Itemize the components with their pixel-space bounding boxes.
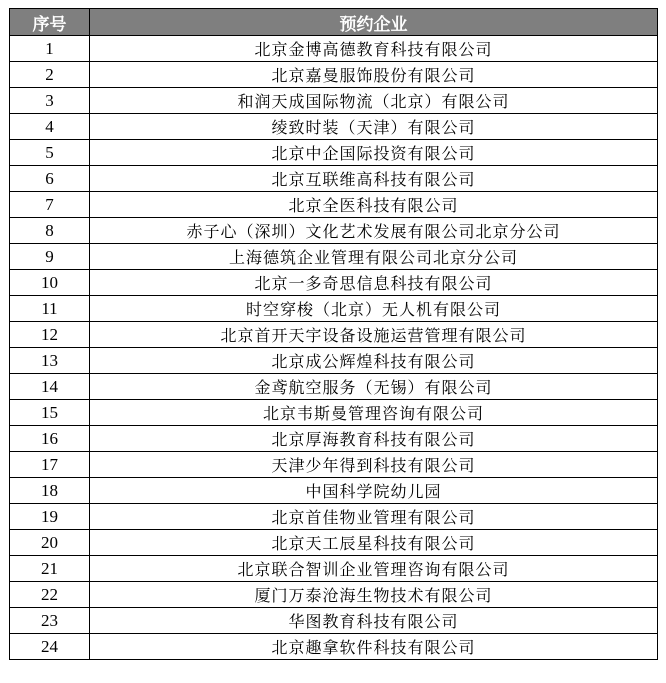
table-row bbox=[10, 62, 658, 88]
company-table-container bbox=[9, 8, 657, 660]
row-company-name: 赤子心（深圳）文化艺术发展有限公司北京分公司 bbox=[90, 218, 658, 244]
header-company: 预约企业 bbox=[90, 9, 658, 36]
table-row bbox=[10, 36, 658, 62]
table-row bbox=[10, 348, 658, 374]
row-serial-number: 10 bbox=[10, 270, 90, 296]
row-company-name: 北京厚海教育科技有限公司 bbox=[90, 426, 658, 452]
table-row bbox=[10, 452, 658, 478]
table-row bbox=[10, 88, 658, 114]
row-company-name: 上海德筑企业管理有限公司北京分公司 bbox=[90, 244, 658, 270]
row-company-name: 北京全医科技有限公司 bbox=[90, 192, 658, 218]
row-serial-number: 7 bbox=[10, 192, 90, 218]
table-row bbox=[10, 582, 658, 608]
row-serial-number: 3 bbox=[10, 88, 90, 114]
row-company-name: 和润天成国际物流（北京）有限公司 bbox=[90, 88, 658, 114]
row-company-name: 北京嘉曼服饰股份有限公司 bbox=[90, 62, 658, 88]
row-serial-number: 13 bbox=[10, 348, 90, 374]
row-company-name: 北京趣拿软件科技有限公司 bbox=[90, 634, 658, 660]
row-serial-number: 12 bbox=[10, 322, 90, 348]
row-serial-number: 16 bbox=[10, 426, 90, 452]
table-row bbox=[10, 634, 658, 660]
table-row bbox=[10, 322, 658, 348]
table-row bbox=[10, 270, 658, 296]
row-company-name: 金鸢航空服务（无锡）有限公司 bbox=[90, 374, 658, 400]
row-serial-number: 20 bbox=[10, 530, 90, 556]
row-company-name: 北京一多奇思信息科技有限公司 bbox=[90, 270, 658, 296]
table-row bbox=[10, 608, 658, 634]
row-serial-number: 1 bbox=[10, 36, 90, 62]
header-serial-number: 序号 bbox=[10, 9, 90, 36]
row-serial-number: 21 bbox=[10, 556, 90, 582]
table-body bbox=[10, 36, 658, 660]
row-company-name: 时空穿梭（北京）无人机有限公司 bbox=[90, 296, 658, 322]
row-serial-number: 24 bbox=[10, 634, 90, 660]
row-serial-number: 17 bbox=[10, 452, 90, 478]
table-row bbox=[10, 400, 658, 426]
row-serial-number: 6 bbox=[10, 166, 90, 192]
header-row bbox=[10, 9, 658, 36]
table-row bbox=[10, 140, 658, 166]
table-row bbox=[10, 556, 658, 582]
row-company-name: 北京首佳物业管理有限公司 bbox=[90, 504, 658, 530]
table-row bbox=[10, 192, 658, 218]
table-row bbox=[10, 296, 658, 322]
row-company-name: 北京韦斯曼管理咨询有限公司 bbox=[90, 400, 658, 426]
row-serial-number: 18 bbox=[10, 478, 90, 504]
table-row bbox=[10, 374, 658, 400]
table-row bbox=[10, 166, 658, 192]
table-row bbox=[10, 218, 658, 244]
row-serial-number: 9 bbox=[10, 244, 90, 270]
row-serial-number: 19 bbox=[10, 504, 90, 530]
row-serial-number: 8 bbox=[10, 218, 90, 244]
table-row bbox=[10, 530, 658, 556]
table-row bbox=[10, 426, 658, 452]
row-serial-number: 11 bbox=[10, 296, 90, 322]
table-row bbox=[10, 478, 658, 504]
table-row bbox=[10, 114, 658, 140]
row-company-name: 厦门万泰沧海生物技术有限公司 bbox=[90, 582, 658, 608]
row-company-name: 北京首开天宇设备设施运营管理有限公司 bbox=[90, 322, 658, 348]
row-serial-number: 23 bbox=[10, 608, 90, 634]
table-row bbox=[10, 504, 658, 530]
company-table bbox=[9, 8, 658, 660]
row-company-name: 北京互联维高科技有限公司 bbox=[90, 166, 658, 192]
row-serial-number: 4 bbox=[10, 114, 90, 140]
row-company-name: 绫致时装（天津）有限公司 bbox=[90, 114, 658, 140]
row-serial-number: 2 bbox=[10, 62, 90, 88]
row-company-name: 北京中企国际投资有限公司 bbox=[90, 140, 658, 166]
row-serial-number: 14 bbox=[10, 374, 90, 400]
row-company-name: 北京天工辰星科技有限公司 bbox=[90, 530, 658, 556]
row-serial-number: 5 bbox=[10, 140, 90, 166]
row-company-name: 北京金博高德教育科技有限公司 bbox=[90, 36, 658, 62]
row-company-name: 北京联合智训企业管理咨询有限公司 bbox=[90, 556, 658, 582]
row-serial-number: 15 bbox=[10, 400, 90, 426]
row-company-name: 天津少年得到科技有限公司 bbox=[90, 452, 658, 478]
row-company-name: 华图教育科技有限公司 bbox=[90, 608, 658, 634]
table-row bbox=[10, 244, 658, 270]
row-company-name: 中国科学院幼儿园 bbox=[90, 478, 658, 504]
row-company-name: 北京成公辉煌科技有限公司 bbox=[90, 348, 658, 374]
row-serial-number: 22 bbox=[10, 582, 90, 608]
